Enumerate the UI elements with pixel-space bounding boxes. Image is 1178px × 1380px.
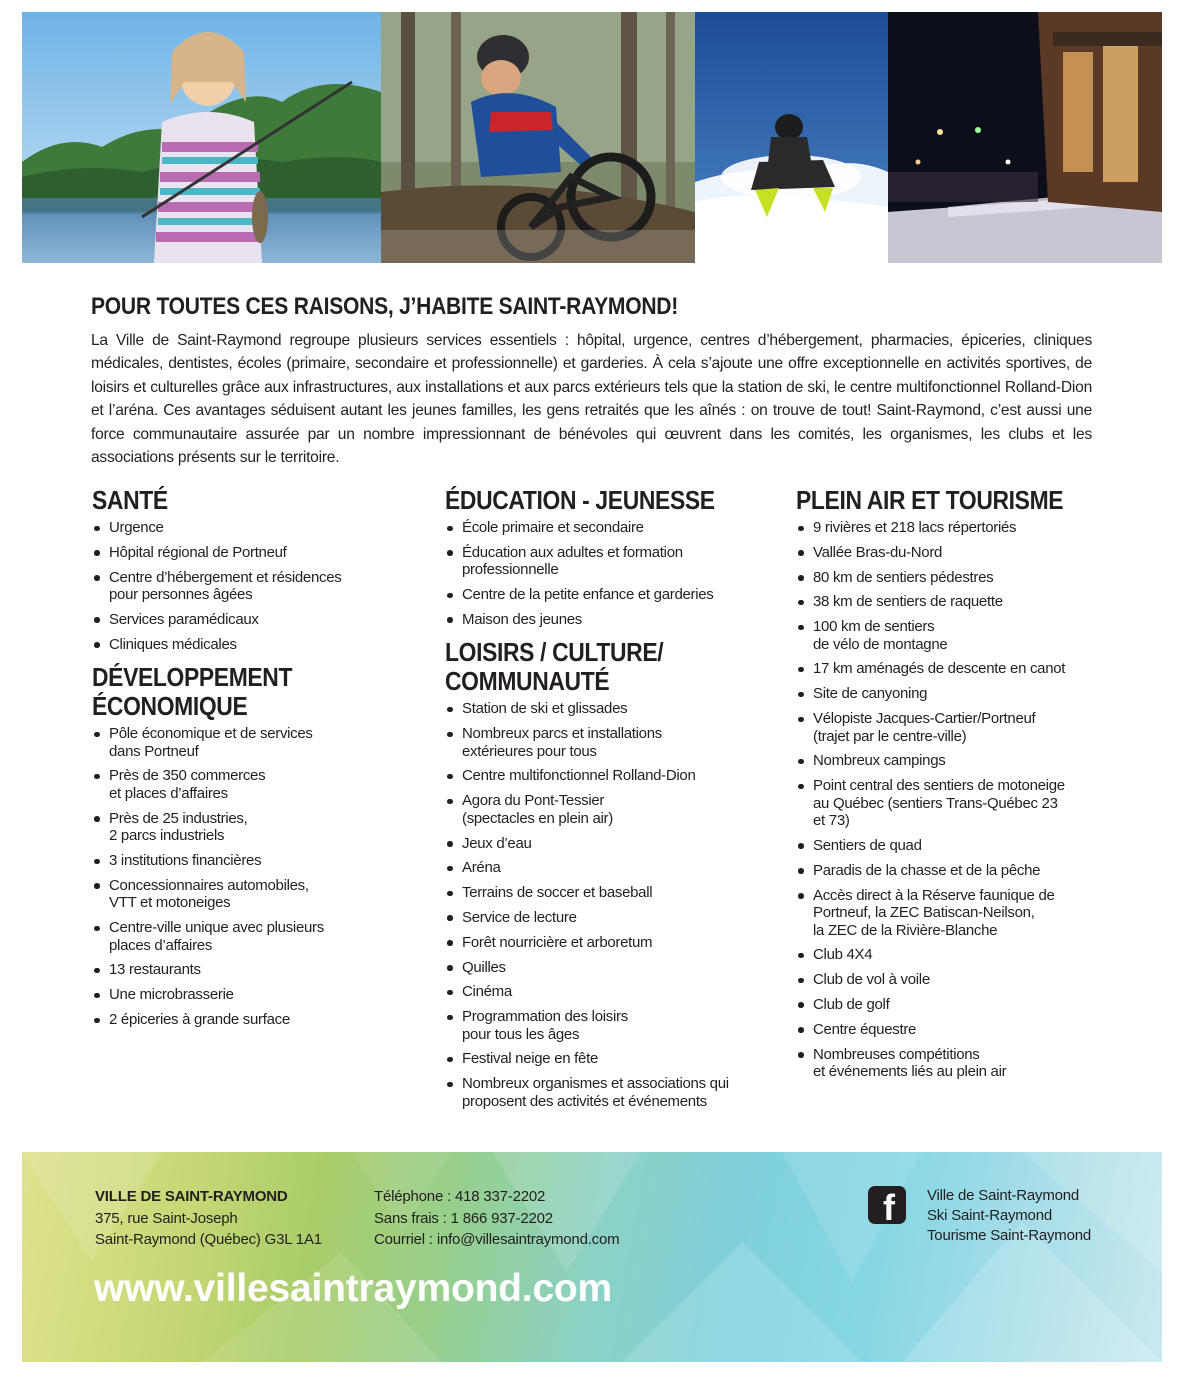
section-title-line: COMMUNAUTÉ (445, 666, 610, 697)
list-item: Site de canyoning (796, 685, 1116, 703)
org-name: VILLE DE SAINT-RAYMOND (95, 1188, 288, 1205)
address-line: Saint-Raymond (Québec) G3L 1A1 (95, 1231, 322, 1248)
column-left (92, 486, 422, 1039)
page-title: POUR TOUTES CES RAISONS, J’HABITE SAINT-RAYMOND! (91, 293, 679, 320)
list-item: Une microbrasserie (92, 986, 422, 1004)
list-item: Nombreux organismes et associations qui proposent des activités et événements (445, 1075, 775, 1110)
list-item: Centre équestre (796, 1021, 1116, 1039)
footer-address (95, 1186, 322, 1251)
list-item: 17 km aménagés de descente en canot (796, 660, 1116, 678)
list-item: Maison des jeunes (445, 611, 775, 629)
list-item: 80 km de sentiers pédestres (796, 569, 1116, 587)
list-item: Programmation des loisirs pour tous les âges (445, 1008, 775, 1043)
list-item: 13 restaurants (92, 961, 422, 979)
list-item: 9 rivières et 218 lacs répertoriés (796, 519, 1116, 537)
list-item: Nombreuses compétitions et événements liés au plein air (796, 1046, 1116, 1081)
list-item: Paradis de la chasse et de la pêche (796, 862, 1116, 880)
footer-contact (374, 1186, 619, 1251)
list-item: Cinéma (445, 983, 775, 1001)
list-item: Accès direct à la Réserve faunique de Portneuf, la ZEC Batiscan-Neilson, la ZEC de la Rivière-Blanche (796, 887, 1116, 940)
column-right (796, 486, 1116, 1091)
phone-number: Téléphone : 418 337-2202 (374, 1188, 546, 1205)
section-sante (92, 486, 422, 653)
list-item: Centre-ville unique avec plusieurs places d’affaires (92, 919, 422, 954)
section-loisirs (445, 638, 775, 1110)
list-item: Nombreux parcs et installations extérieures pour tous (445, 725, 775, 760)
list-sante (92, 519, 422, 653)
email-address[interactable]: Courriel : info@villesaintraymond.com (374, 1231, 620, 1248)
footer-social (868, 1186, 1091, 1246)
list-item: École primaire et secondaire (445, 519, 775, 537)
list-item: Centre multifonctionnel Rolland-Dion (445, 767, 775, 785)
list-item: Quilles (445, 959, 775, 977)
list-item: Agora du Pont-Tessier (spectacles en plein air) (445, 792, 775, 827)
list-item: Services paramédicaux (92, 611, 422, 629)
list-item: Centre de la petite enfance et garderies (445, 586, 775, 604)
section-pleinair (796, 486, 1116, 1081)
section-title-pleinair: PLEIN AIR ET TOURISME (796, 485, 1064, 515)
footer-banner (22, 1152, 1162, 1362)
section-title-education: ÉDUCATION - JEUNESSE (445, 485, 715, 515)
social-link[interactable]: Tourisme Saint-Raymond (927, 1227, 1091, 1244)
list-item: Concessionnaires automobiles, VTT et motoneiges (92, 877, 422, 912)
list-item: 100 km de sentiers de vélo de montagne (796, 618, 1116, 653)
list-item: Centre d’hébergement et résidences pour personnes âgées (92, 569, 422, 604)
photo-night-street (888, 12, 1162, 263)
list-item: Club de vol à voile (796, 971, 1116, 989)
list-item: Jeux d’eau (445, 835, 775, 853)
list-item: Près de 25 industries, 2 parcs industriels (92, 810, 422, 845)
list-item: Hôpital régional de Portneuf (92, 544, 422, 562)
section-title-line: DÉVELOPPEMENT (92, 662, 293, 693)
list-item: Forêt nourricière et arboretum (445, 934, 775, 952)
section-title-developpement (92, 663, 382, 721)
section-education (445, 486, 775, 628)
section-title-sante: SANTÉ (92, 485, 168, 515)
photo-girl-fishing (22, 12, 381, 263)
list-item: Club de golf (796, 996, 1116, 1014)
facebook-icon[interactable]: f (868, 1186, 906, 1224)
intro-paragraph: La Ville de Saint-Raymond regroupe plusieurs services essentiels : hôpital, urgence, centres d’hébergement, pharmacies, épiceries, cliniques médicales, dentistes, écoles (primaire, secondaire et professionnelle) et garderies. À cela s’ajoute une offre exceptionnelle en activités sportives, de loisirs et culturelles grâce aux infrastructures, aux installations et aux parcs extérieurs tels que la station de ski, le centre multifonctionnel Rolland-Dion et l’aréna. Ces avantages séduisent autant les jeunes familles, les gens retraités que les aînés : on trouve de tout! Saint-Raymond, c’est aussi une force communautaire assurée par un nombre impressionnant de bénévoles qui œuvrent dans les comités, les organismes, les clubs et les associations présents sur le territoire. (91, 332, 1092, 467)
list-item: Point central des sentiers de motoneige au Québec (sentiers Trans-Québec 23 et 73) (796, 777, 1116, 830)
list-item: Club 4X4 (796, 946, 1116, 964)
section-title-line: ÉCONOMIQUE (92, 691, 248, 722)
list-item: 3 institutions financières (92, 852, 422, 870)
section-title-loisirs (445, 638, 735, 696)
social-links (927, 1186, 1091, 1246)
footer-decor-triangles (22, 1152, 1162, 1362)
list-item: Vélopiste Jacques-Cartier/Portneuf (trajet par le centre-ville) (796, 710, 1116, 745)
photo-snowmobile (695, 12, 888, 263)
list-item: Terrains de soccer et baseball (445, 884, 775, 902)
list-loisirs (445, 700, 775, 1110)
list-item: 38 km de sentiers de raquette (796, 593, 1116, 611)
section-developpement (92, 663, 422, 1028)
list-item: Cliniques médicales (92, 636, 422, 654)
social-link[interactable]: Ville de Saint-Raymond (927, 1187, 1080, 1204)
photo-strip (22, 12, 1162, 263)
address-line: 375, rue Saint-Joseph (95, 1209, 238, 1227)
list-item: Près de 350 commerces et places d’affaires (92, 767, 422, 802)
list-item: Aréna (445, 859, 775, 877)
list-developpement (92, 725, 422, 1028)
list-item: Service de lecture (445, 909, 775, 927)
website-url[interactable]: www.villesaintraymond.com (94, 1267, 613, 1310)
social-link[interactable]: Ski Saint-Raymond (927, 1207, 1052, 1224)
list-item: Urgence (92, 519, 422, 537)
section-title-line: LOISIRS / CULTURE/ (445, 637, 664, 668)
list-item: Vallée Bras-du-Nord (796, 544, 1116, 562)
list-item: 2 épiceries à grande surface (92, 1011, 422, 1029)
list-item: Festival neige en fête (445, 1050, 775, 1068)
list-item: Éducation aux adultes et formation professionnelle (445, 544, 775, 579)
list-pleinair (796, 519, 1116, 1081)
photo-mountain-biker (381, 12, 695, 263)
list-item: Pôle économique et de services dans Portneuf (92, 725, 422, 760)
list-education (445, 519, 775, 628)
list-item: Nombreux campings (796, 752, 1116, 770)
list-item: Sentiers de quad (796, 837, 1116, 855)
tollfree-number: Sans frais : 1 866 937-2202 (374, 1209, 553, 1227)
column-middle (445, 486, 775, 1120)
intro-section (91, 293, 1092, 469)
list-item: Station de ski et glissades (445, 700, 775, 718)
